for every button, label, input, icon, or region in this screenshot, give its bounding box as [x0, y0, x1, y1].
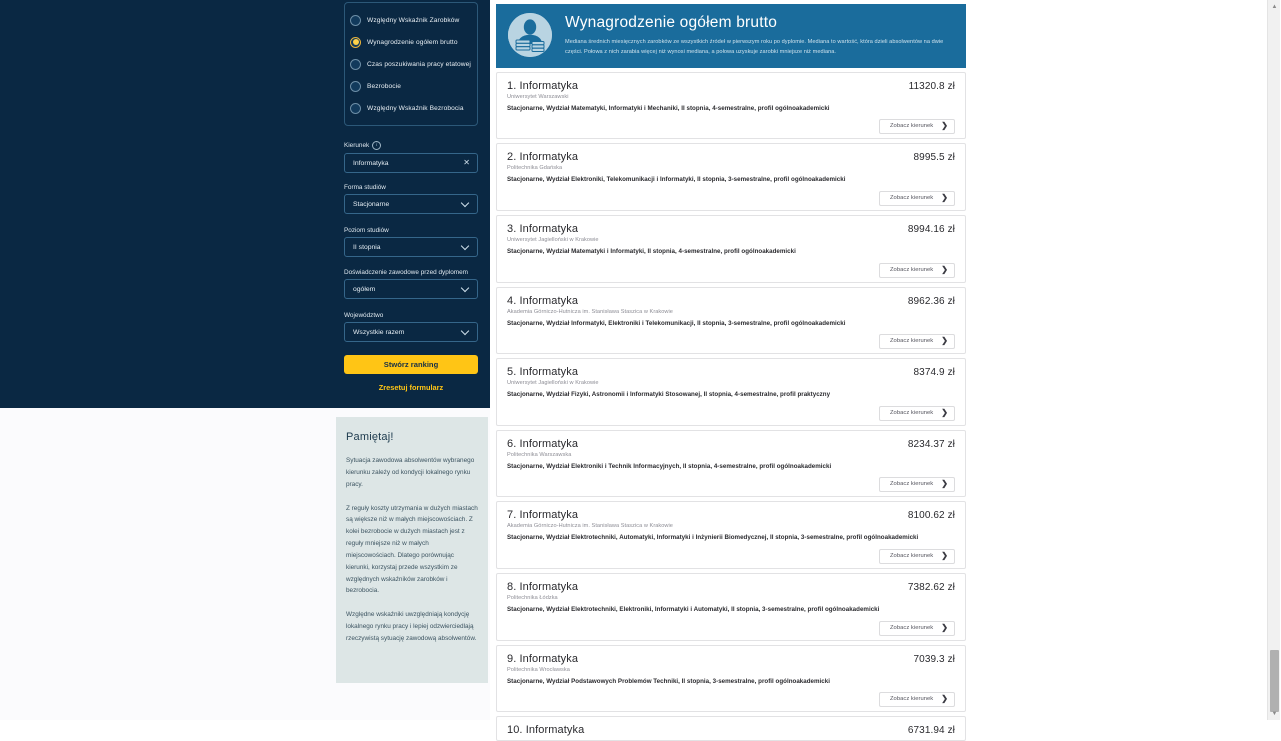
filter-field-3 [344, 269, 478, 299]
indicator-radio-label: Bezrobocie [367, 82, 401, 90]
chevron-down-icon[interactable] [462, 284, 470, 292]
result-card-description: Stacjonarne, Wydział Elektrotechniki, Elektroniki, Informatyki i Automatyki, II stopnia, 3-semestralne, profil ogólnoakademicki [507, 605, 880, 613]
chevron-right-icon: ❯ [941, 264, 948, 274]
filter-field-1 [344, 184, 478, 214]
scroll-up-arrow-icon[interactable]: ▲ [1271, 3, 1278, 10]
result-card-description: Stacjonarne, Wydział Informatyki, Elektroniki i Telekomunikacji, II stopnia, 3-semestralne, profil ogólnoakademicki [507, 319, 846, 327]
filter-field-label [344, 184, 478, 191]
select-1[interactable] [344, 194, 478, 214]
results-header-description: Mediana średnich miesięcznych zarobków ze wszystkich źródeł w pierwszym roku po dyplomie. Mediana to wartość, która dzieli absolwentów na dwie części. Połowa z nich zarabia więcej niż wynosi mediana, a połowa uzyskuje zarobki mniejsze niż mediana. [565, 39, 944, 56]
results-header [496, 4, 966, 68]
remember-title: Pamiętaj! [346, 431, 394, 443]
result-card-university: Uniwersytet Warszawski [507, 93, 569, 100]
view-course-label: Zobacz kierunek [889, 552, 934, 559]
result-card-description: Stacjonarne, Wydział Elektrotechniki, Automatyki, Informatyki i Inżynierii Biomedycznej, II stopnia, 3-semestralne, profil ogólnoakademicki [507, 534, 919, 542]
result-card-university: Politechnika Warszawska [507, 451, 572, 458]
result-card-cta-row [507, 119, 955, 134]
result-card[interactable] [496, 716, 966, 741]
result-card-university: Uniwersytet Jagielloński w Krakowie [507, 380, 599, 387]
filter-field-value: Stacjonarne [353, 200, 390, 208]
filter-field-2 [344, 227, 478, 257]
view-course-label: Zobacz kierunek [889, 338, 934, 345]
view-course-button[interactable] [879, 334, 955, 349]
result-card-title: 5. Informatyka [507, 366, 579, 379]
result-card-header [507, 151, 955, 163]
filter-field-label [344, 269, 478, 276]
reset-form-button[interactable]: Zresetuj formularz [378, 383, 444, 392]
result-card-header [507, 509, 955, 521]
chevron-right-icon: ❯ [941, 121, 948, 131]
chevron-right-icon: ❯ [941, 622, 948, 632]
result-card-header [507, 366, 955, 378]
result-card-amount: 7039.3 zł [913, 653, 955, 665]
filter-field-label [344, 312, 478, 319]
result-card[interactable] [496, 143, 966, 211]
view-course-button[interactable] [879, 263, 955, 278]
view-course-label: Zobacz kierunek [889, 409, 934, 416]
filter-field-0 [344, 141, 478, 173]
indicator-radio-label: Wynagrodzenie ogółem brutto [367, 38, 458, 46]
indicator-radio-option-0[interactable] [345, 9, 477, 31]
result-card-amount: 8994.16 zł [907, 223, 955, 235]
result-card-amount: 11320.8 zł [908, 80, 955, 92]
chevron-right-icon: ❯ [941, 407, 948, 417]
result-card-title: 4. Informatyka [507, 294, 579, 307]
result-card-university: Politechnika Łódzka [507, 594, 558, 601]
filter-field-label-text: Doświadczenie zawodowe przed dyplomem [344, 269, 468, 276]
result-card[interactable] [496, 573, 966, 641]
view-course-label: Zobacz kierunek [889, 194, 934, 201]
result-card-header [507, 295, 955, 307]
result-card[interactable] [496, 215, 966, 283]
filter-field-value: Informatyka [353, 159, 389, 167]
chevron-right-icon: ❯ [941, 694, 948, 704]
filter-field-label [344, 141, 478, 150]
view-course-button[interactable] [879, 191, 955, 206]
result-card-university: Politechnika Gdańska [507, 165, 563, 172]
result-card[interactable] [496, 72, 966, 140]
radio-button-icon[interactable] [350, 81, 361, 92]
view-course-label: Zobacz kierunek [889, 266, 934, 273]
chevron-down-icon[interactable] [462, 242, 470, 250]
chevron-right-icon: ❯ [941, 336, 948, 346]
result-card-title: 10. Informatyka [507, 724, 585, 737]
view-course-button[interactable] [879, 692, 955, 707]
scrollbar-thumb[interactable] [1270, 650, 1279, 712]
indicator-radio-label: Czas poszukiwania pracy etatowej [367, 60, 471, 68]
result-card-header [507, 724, 955, 736]
filter-field-value: II stopnia [353, 243, 381, 251]
result-card-description: Stacjonarne, Wydział Podstawowych Problemów Techniki, II stopnia, 3-semestralne, profil ogólnoakademicki [507, 677, 830, 685]
page-scrollbar[interactable] [1267, 0, 1280, 720]
view-course-button[interactable] [879, 621, 955, 636]
result-card-header [507, 653, 955, 665]
result-card-cta-row [507, 191, 955, 206]
result-card[interactable] [496, 501, 966, 569]
remember-info-box [336, 417, 488, 683]
result-card-header [507, 223, 955, 235]
indicator-radio-option-2[interactable] [345, 53, 477, 75]
clear-x-icon[interactable]: ✕ [463, 158, 470, 167]
chevron-down-icon[interactable] [462, 199, 470, 207]
filter-field-value: Wszystkie razem [353, 328, 405, 336]
filter-field-label-text: Kierunek [344, 142, 370, 149]
result-card-cta-row [507, 549, 955, 564]
chevron-right-icon: ❯ [941, 479, 948, 489]
result-card-title: 6. Informatyka [507, 437, 579, 450]
result-card-amount: 7382.62 zł [907, 581, 955, 593]
result-card-university: Politechnika Wrocławska [507, 666, 570, 673]
results-list [496, 0, 966, 741]
chevron-right-icon: ❯ [941, 550, 948, 560]
select-3[interactable] [344, 279, 478, 299]
indicator-radio-group [344, 2, 478, 126]
result-card-amount: 6731.94 zł [907, 725, 955, 737]
result-card-cta-row [507, 692, 955, 707]
remember-paragraph: Z reguły koszty utrzymania w dużych miastach są większe niż w małych miejscowościach. Z kolei bezrobocie w dużych miastach jest z reguły mniejsze niż w małych miejscowościach. Dlatego porównując kierunki, korzystaj przede wszystkim ze względnych wskaźników zarobków i bezrobocia. [346, 504, 478, 595]
view-course-button[interactable] [879, 119, 955, 134]
result-card[interactable] [496, 645, 966, 713]
result-card-amount: 8962.36 zł [907, 295, 955, 307]
select-2[interactable] [344, 237, 478, 257]
result-card-title: 7. Informatyka [507, 509, 579, 522]
radio-button-icon[interactable] [350, 15, 361, 26]
result-card-description: Stacjonarne, Wydział Elektroniki i Technik Informacyjnych, II stopnia, 4-semestralne, profil ogólnoakademicki [507, 462, 832, 470]
radio-button-icon[interactable] [350, 37, 361, 48]
view-course-label: Zobacz kierunek [889, 123, 934, 130]
result-card-amount: 8374.9 zł [913, 367, 955, 379]
results-header-text [565, 13, 954, 58]
result-card-description: Stacjonarne, Wydział Elektroniki, Telekomunikacji i Informatyki, II stopnia, 3-semestralne, profil ogólnoakademicki [507, 176, 846, 184]
result-card-title: 8. Informatyka [507, 580, 579, 593]
result-card[interactable] [496, 287, 966, 355]
filter-field-label [344, 227, 478, 234]
indicator-radio-option-4[interactable] [345, 97, 477, 119]
result-card-title: 2. Informatyka [507, 151, 579, 164]
filter-field-label-text: Województwo [344, 312, 384, 319]
result-card-cta-row [507, 477, 955, 492]
result-card-cta-row [507, 621, 955, 636]
results-panel [490, 0, 1270, 737]
result-card-header [507, 438, 955, 450]
view-course-button[interactable] [879, 406, 955, 421]
view-course-button[interactable] [879, 477, 955, 492]
result-card-description: Stacjonarne, Wydział Fizyki, Astronomii i Informatyki Stosowanej, II stopnia, 4-semestralne, profil praktyczny [507, 391, 831, 399]
indicator-radio-label: Względny Wskaźnik Bezrobocia [367, 104, 464, 112]
view-course-label: Zobacz kierunek [889, 481, 934, 488]
remember-paragraph: Sytuacja zawodowa absolwentów wybranego kierunku zależy od kondycji lokalnego rynku pracy. [346, 457, 475, 488]
filter-field-label-text: Poziom studiów [344, 227, 389, 234]
indicator-radio-option-1[interactable] [345, 31, 477, 53]
indicator-radio-option-3[interactable] [345, 75, 477, 97]
filter-field-label-text: Forma studiów [344, 184, 386, 191]
result-card[interactable] [496, 358, 966, 426]
select-4[interactable] [344, 322, 478, 342]
view-course-label: Zobacz kierunek [889, 624, 934, 631]
result-card[interactable] [496, 430, 966, 498]
result-card-university: Akademia Górniczo-Hutnicza im. Stanisława Staszica w Krakowie [507, 523, 673, 530]
result-card-header [507, 581, 955, 593]
result-card-amount: 8100.62 zł [907, 510, 955, 522]
result-card-amount: 8234.37 zł [907, 438, 955, 450]
scroll-down-arrow-icon[interactable]: ▼ [1271, 710, 1278, 717]
result-card-header [507, 80, 955, 92]
result-card-title: 1. Informatyka [507, 79, 579, 92]
remember-paragraphs [346, 455, 478, 645]
search-input[interactable] [344, 153, 478, 173]
result-card-cta-row [507, 406, 955, 421]
chevron-right-icon: ❯ [941, 192, 948, 202]
result-card-title: 9. Informatyka [507, 652, 579, 665]
result-card-amount: 8995.5 zł [913, 152, 955, 164]
result-card-university: Uniwersytet Jagielloński w Krakowie [507, 236, 599, 243]
result-card-description: Stacjonarne, Wydział Matematyki, Informatyki i Mechaniki, II stopnia, 4-semestralne, profil ogólnoakademicki [507, 104, 830, 112]
radio-button-icon[interactable] [350, 59, 361, 70]
result-card-cta-row [507, 263, 955, 278]
result-card-title: 3. Informatyka [507, 222, 579, 235]
chevron-down-icon[interactable] [462, 327, 470, 335]
filter-field-value: ogółem [353, 285, 376, 293]
remember-paragraph: Względne wskaźniki uwzględniają kondycję lokalnego rynku pracy i lepiej odzwierciedlają rzeczywistą sytuację zawodową absolwentów. [346, 611, 477, 642]
person-with-money-icon [508, 13, 552, 57]
result-card-description: Stacjonarne, Wydział Matematyki i Informatyki, II stopnia, 4-semestralne, profil ogólnoakademicki [507, 247, 796, 255]
result-card-university: Akademia Górniczo-Hutnicza im. Stanisława Staszica w Krakowie [507, 308, 673, 315]
filter-field-4 [344, 312, 478, 342]
radio-button-icon[interactable] [350, 103, 361, 114]
view-course-label: Zobacz kierunek [889, 696, 934, 703]
create-ranking-button[interactable]: Stwórz ranking [344, 355, 478, 374]
results-header-title: Wynagrodzenie ogółem brutto [565, 14, 778, 31]
result-card-cta-row [507, 334, 955, 349]
indicator-radio-label: Względny Wskaźnik Zarobków [367, 16, 460, 24]
result-cards-container [496, 72, 966, 741]
view-course-button[interactable] [879, 549, 955, 564]
info-icon[interactable]: i [372, 141, 381, 150]
